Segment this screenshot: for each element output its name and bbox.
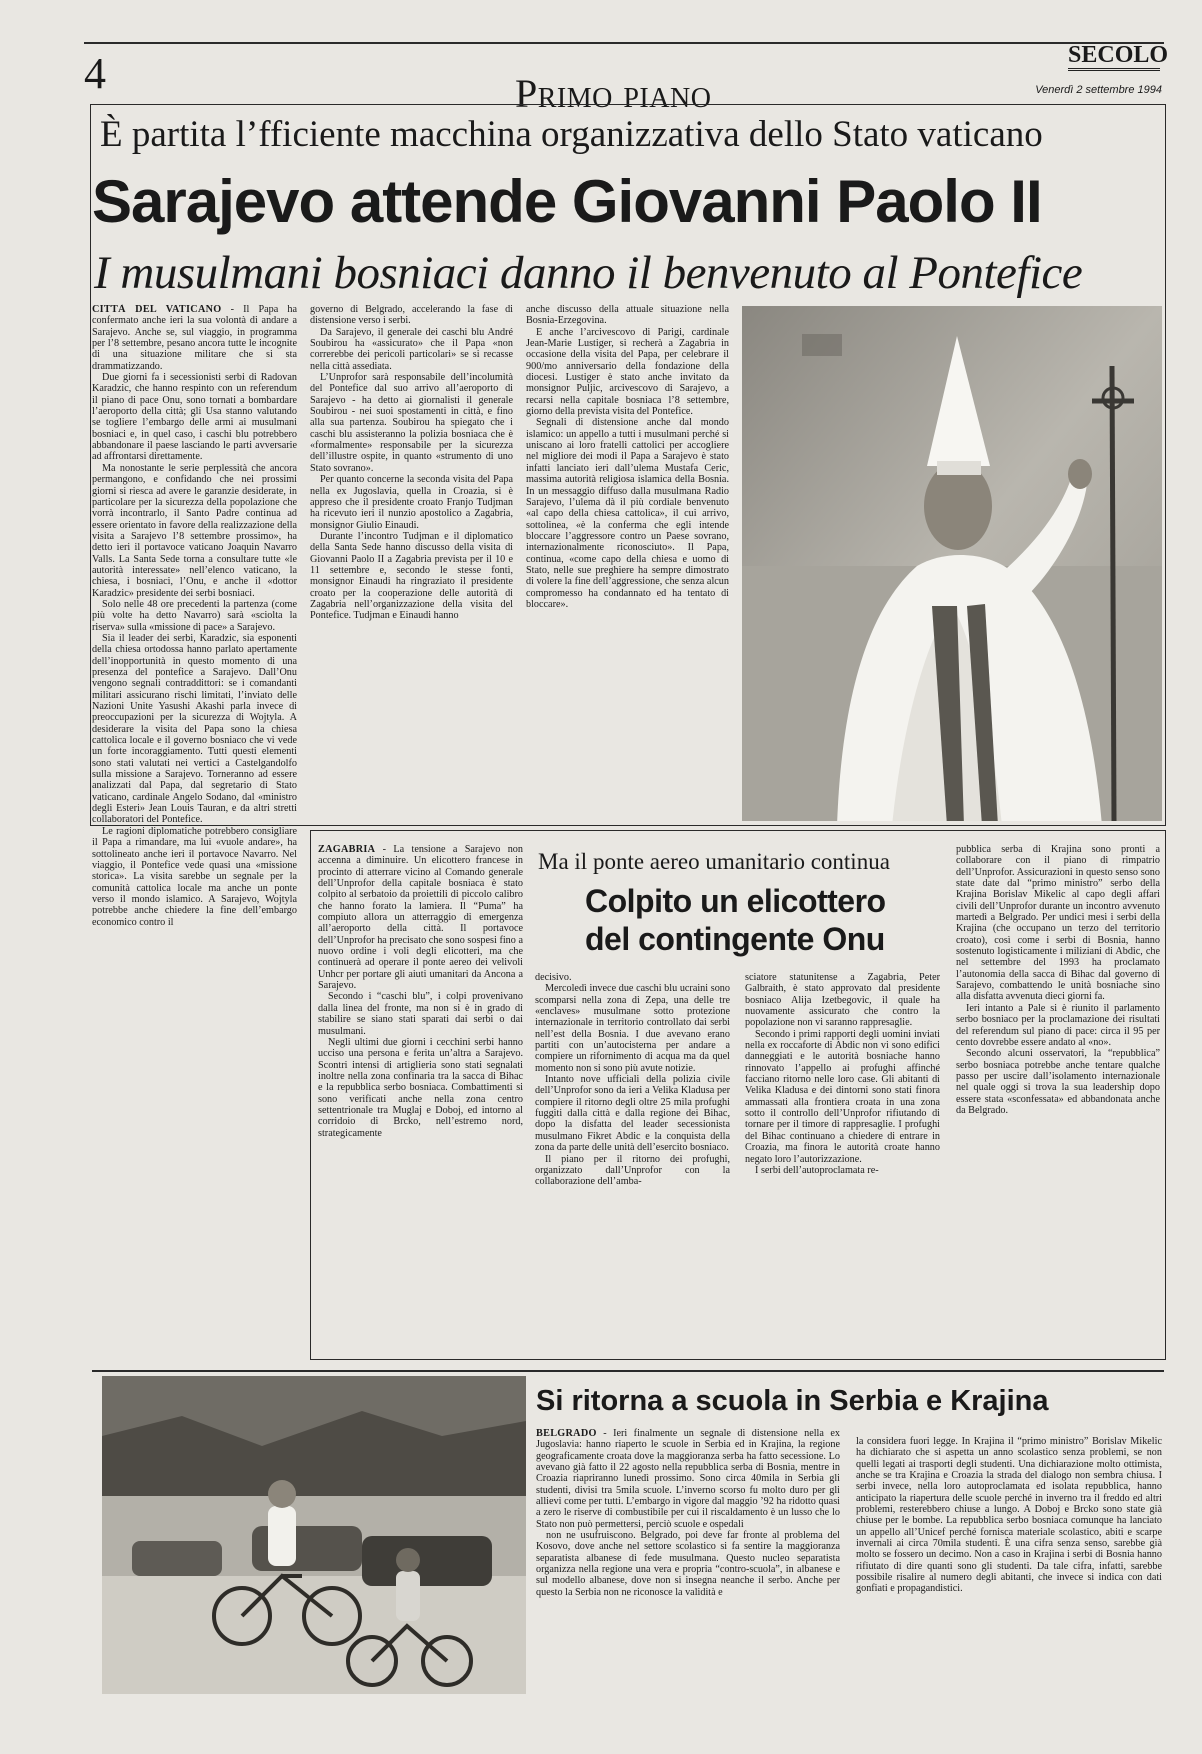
second-col3-p: sciatore statunitense a Zagabria, Peter Galbraith, è stato approvato dal presidente bosniaco Alija Izetbegovic, il quale ha nuovamente assicurato che contro la popolazione non vi saranno rappresaglie. — [745, 972, 940, 1029]
second-col4-p: Secondo alcuni osservatori, la “repubblica” serbo bosniaca potrebbe anche tentare qualche passo per uscire dall’isolamento internazionale nel quale oggi si trova la sua leadership dopo essere stata «sconfessata» ed abbandonata anche da Belgrado. — [956, 1048, 1160, 1116]
main-headline: Sarajevo attende Giovanni Paolo II — [92, 168, 1042, 235]
main-col2-p: governo di Belgrado, accelerando la fase di distensione verso i serbi. — [310, 304, 513, 327]
main-col1-p: Le ragioni diplomatiche potrebbero consigliare il Papa a rimandare, ma lui «vuole andare», ha sottolineato anche ieri il portavoce Navarro. Nel viaggio, il Pontefice vede quasi una «missione storica». La visita sarebbe un segnale per la comunità cattolica locale ma anche un ponte verso il mondo islamico. A Sarajevo, Wojtyla potrebbe anche chiedere la fine dell’embargo economico contro il — [92, 825, 297, 928]
third-headline: Si ritorna a scuola in Serbia e Krajina — [536, 1385, 1049, 1417]
second-column-4 — [956, 844, 1160, 1354]
main-col1-p: Due giorni fa i secessionisti serbi di Radovan Karadzic, che hanno respinto con un referendum il piano di pace Onu, sono tornati a bombardare l’aeroporto della città; gli Usa stanno valutando se togliere l’embargo delle armi ai musulmani bosniaci e, in quel caso, i caschi blu potrebbero abbandonare il paese lasciando le parti avversarie ad affrontarsi direttamente. — [92, 372, 297, 463]
school-photo — [102, 1376, 526, 1694]
main-kicker: È partita l’fficiente macchina organizzativa dello Stato vaticano — [100, 114, 1043, 155]
third-col1-p: - Ieri finalmente un segnale di distensione nella ex Jugoslavia: hanno riaperto le scuole in Serbia ed in Krajina, la regione geograficamente croata dove la maggioranza serba ha fatto secessione. Lo avevano già fatto il 22 agosto nella repubblica serba di Bosnia, mentre in Croazia riapriranno lunedì prossimo. Sono circa 40mila in Serbia gli studenti, divisi tra 5mila scuole. L’inverno scorso fu molto duro per gli allievi come per tutti. L’embargo in vigore dal maggio ’92 ha ridotto quasi a zero le riserve di combustibile per cui il riscaldamento è un lusso che lo Stato non può permettersi, perciò scuole e ospedali — [536, 1428, 840, 1530]
second-col2-p: Mercoledì invece due caschi blu ucraini sono scomparsi nella zona di Zepa, una delle tre «enclaves» musulmane sotto protezione internazionale in territorio controllato dai serbi nell’est della Bosnia. I due avevano erano partiti con un’autocisterna per andare a compiere un rifornimento di acqua ma da quel momento non si sono più avute notizie. — [535, 983, 730, 1074]
main-col3-p: Segnali di distensione anche dal mondo islamico: un appello a tutti i musulmani perché si uniscano ai loro fratelli cattolici per accogliere nel migliore dei modi il Papa a Sarajevo è stato infatti lanciato ieri dall’ulema Mustafa Ceric, massima autorità religiosa islamica della Bosnia. In un messaggio diffuso dalla musulmana Radio Sarajevo, l’ulema dà il più cordiale benvenuto «al capo della chiesa cattolica», il cui arrivo, sottolinea, «è la conferma che egli intende bloccare l’aggressore contro un Paese sovrano, internazionalmente riconosciuto». Il Papa, continua, «come capo della chiesa e uomo di Stato, nelle sue preghiere ha sempre dimostrato di volere la fine dell’aggressione, che senza alcun compromesso ha condannato ed ha tentato di bloccare». — [526, 417, 729, 610]
main-col1-p: Ma nonostante le serie perplessità che ancora permangono, e confidando che nei prossimi giorni si riesca ad avere le garanzie desiderate, in particolare per la sicurezza della popolazione che vorrà incontrarlo, il Santo Padre continua ad essere orientato in favore della realizzazione della visita a Sarajevo l’8 settembre prossimo», ha detto ieri il portavoce vaticano Joaquin Navarro Valls. La Santa Sede torna a consultare tutte «le autorità interessate» nell’elenco vaticano, la chiesa, i bosniaci, l’Onu, e anche il «dottor Karadzic» presidente dei serbi bosniaci. — [92, 462, 297, 599]
main-col3-p: E anche l’arcivescovo di Parigi, cardinale Jean-Marie Lustiger, si recherà a Zagabria in occasione della visita del Papa, per celebrare il 900/mo anniversario della fondazione della diocesi. Lustiger è stato anche invitato da monsignor Puljic, arcivescovo di Sarajevo, a recarsi nella capitale bosniaca l’8 settembre, giorno della prevista visita del Pontefice. — [526, 326, 729, 418]
main-col3-p: anche discusso della attuale situazione nella Bosnia-Erzegovina. — [526, 304, 729, 327]
second-col1-p: Secondo i “caschi blu”, i colpi provenivano dalla linea del fronte, ma non si è in grado di stabilire se siano stati sparati dai serbi o dai musulmani. — [318, 991, 523, 1037]
main-col1-p: Sia il leader dei serbi, Karadzic, sia esponenti della chiesa ortodossa hanno parlato apertamente dell’inopportunità in questo momento di una presenza del pontefice a Sarajevo. Dall’Onu vengono segnali contraddittori: se i comandanti militari assicurano rischi limitati, l’inviato delle Nazioni Unite Yasushi Akashi parla invece di preoccupazioni per la sicurezza di Wojtyla. A desiderare la visita del Papa sono la chiesa cattolica locale e il governo bosniaco che vi vede un forte incoraggiamento. Tutti questi elementi sono stati valutati nei vertici a Castelgandolfo sulla missione a Sarajevo. Torneranno ad essere analizzati dal Papa, dal segretario di Stato vaticano, cardinale Angelo Sodano, dal «ministro degli Esteri» Jean Louis Tauran, e da altri stretti collaboratori del Pontefice. — [92, 632, 297, 826]
second-col1-p: - La tensione a Sarajevo non accenna a diminuire. Un elicottero francese in procinto di atterrare vicino al Comando generale dell’Unprofor della capitale bosniaca è stato colpito al serbatoio da proiettili di piccolo calibro che hanno forato la lamiera. Il “Puma” ha compiuto allora un atterraggio di emergenza all’aeroporto della città. Il portavoce dell’Unprofor ha precisato che sono sospesi fino a nuovo ordine i voli degli elicotteri, ma che continuerà ad operare il ponte aereo dei velivoli Unhcr per portare gli aiuti umanitari da Ancona a Sarajevo. — [318, 844, 523, 992]
second-col2-p: decisivo. — [535, 972, 572, 983]
second-col2-p: Il piano per il ritorno dei profughi, organizzato dall’Unprofor con la collaborazione dell’amba- — [535, 1153, 730, 1188]
main-subheadline: I musulmani bosniaci danno il benvenuto al Pontefice — [94, 247, 1083, 299]
second-kicker: Ma il ponte aereo umanitario continua — [538, 849, 890, 874]
main-col1-p: Solo nelle 48 ore precedenti la partenza (come più volte ha detto Navarro) sarà «sciolta la riserva» sulla «missione di pace» a Sarajevo. — [92, 598, 297, 633]
main-col1-p: - Il Papa ha confermato anche ieri la sua volontà di andare a Sarajevo. Anche se, sul viaggio, in programma per l’8 settembre, pesano ancora tutte le incognite di una situazione militare che si sta drammatizzando. — [92, 304, 297, 372]
main-col2-p: Da Sarajevo, il generale dei caschi blu André Soubirou ha «assicurato» che il Papa «non correrebbe dei pericoli particolari» se si recasse nella città assediata. — [310, 326, 513, 372]
third-col1-p: non ne usufruiscono. Belgrado, poi deve far fronte al problema del Kosovo, dove anche nel settore scolastico si fa sentire la maggioranza separatista albanese di fede musulmana. Questo nucleo separatista organizza nella regione una vera e propria “contro-scuola”, in albanese e sul modello albanese, dove non si insegna neanche il serbo. Anche per questo la Serbia non ne riconosce la validità e — [536, 1530, 840, 1598]
main-column-1 — [92, 304, 297, 1351]
page-number: 4 — [84, 49, 106, 98]
main-col2-p: L’Unprofor sarà responsabile dell’incolumità del Pontefice dal suo arrivo all’aeroporto di Sarajevo - ha detto ai giornalisti il generale Soubirou - nei suoi spostamenti in città, e fino alla sua partenza. Soubirou ha spiegato che i caschi blu assisteranno la polizia bosniaca che è «formalmente» responsabile per la sicurezza dell’illustre ospite, in quanto «strumento di uno Stato sovrano». — [310, 372, 513, 474]
issue-date: Venerdì 2 settembre 1994 — [1035, 84, 1162, 96]
second-col3-p: Secondo i primi rapporti degli uomini inviati nella ex roccaforte di Abdic non vi sono edifici danneggiati e le autorità bosniache hanno rinnovato l’appello ai profughi affinché facciano ritorno nelle loro case. Gli abitanti di Velika Kladusa e dei dintorni sono stati finora ammassati alla frontiera croata in una zona sotto il controllo dell’Unprofor rifiutando di tornare per il timore di rappresaglie. I profughi del Bihac continuano a chiedere di entrare in Croazia, ma finora le autorità croate hanno negato loro l’autorizzazione. — [745, 1028, 940, 1165]
section-title: Primo piano — [515, 71, 712, 116]
second-dateline: ZAGABRIA — [318, 844, 376, 855]
school-children-illustration — [102, 1376, 526, 1694]
second-headline: Colpito un elicottero del contingente Onu — [585, 883, 886, 957]
masthead-logo: SECOLO — [1068, 42, 1160, 71]
third-column-2 — [856, 1436, 1162, 1748]
second-col3-p: I serbi dell’autoproclamata re- — [755, 1164, 879, 1176]
second-col4-p: pubblica serba di Krajina sono pronti a collaborare con il piano di rimpatrio dell’Unprofor. Assicurazioni in questo senso sono state date dal “primo ministro” serbo della Krajina Borislav Mikelic al capo degli affari civili dell’Unprofor durante un incontro avvenuto martedì a Belgrado. Per undici mesi i serbi della Krajina (che occupano un terzo del territorio croato), così come i serbi di Bosnia, hanno sostenuto logisticamente i miliziani di Abdic, che nel settembre del 1993 ha proclamato l’autonomia della sacca di Bihac dal governo di Sarajevo, combattendo le unità bosniache sino alla disfatta avvenuta dieci giorni fa. — [956, 844, 1160, 1003]
second-column-1 — [318, 844, 523, 1352]
pope-photo — [742, 306, 1162, 821]
main-dateline: CITTÀ DEL VATICANO — [92, 304, 222, 315]
main-column-2 — [310, 304, 513, 818]
second-column-3 — [745, 972, 940, 1352]
main-col2-p: Per quanto concerne la seconda visita del Papa nella ex Jugoslavia, quella in Croazia, si è appreso che il presidente croato Franjo Tudjman ha ricevuto ieri il nunzio apostolico a Zagabria, monsignor Giulio Einaudi. — [310, 474, 513, 531]
third-column-1 — [536, 1428, 840, 1746]
pope-illustration — [742, 306, 1162, 821]
top-rule — [84, 42, 1164, 44]
second-col4-p: Ieri intanto a Pale si è riunito il parlamento serbo bosniaco per la proclamazione dei risultati del referendum sul piano di pace: circa il 95 per cento dovrebbe essere andato al «no». — [956, 1002, 1160, 1048]
main-col2-p: Durante l’incontro Tudjman e il diplomatico della Santa Sede hanno discusso della visita di Giovanni Paolo II a Zagabria prevista per il 10 e 11 settembre e, secondo le stesse fonti, monsignor Einaudi ha ringraziato il presidente croato per la cooperazione delle autorità di Zagabria nell’organizzazione della visita del Pontefice. Tudjman e Einaudi hanno — [310, 530, 513, 622]
third-dateline: BELGRADO — [536, 1428, 597, 1439]
second-col2-p: Intanto nove ufficiali della polizia civile dell’Unprofor sono da ieri a Velika Kladusa per compiere il ritorno degli oltre 25 mila profughi fuggiti dalla città e dalla regione dei Bihac, dopo la disfatta del leader secessionista musulmano Fikret Abdic e la conquista della zona da parte delle unità dell’esercito bosniaco. — [535, 1074, 730, 1154]
main-column-3 — [526, 304, 729, 818]
third-col2-p: la considera fuori legge. In Krajina il “primo ministro” Borislav Mikelic ha dichiarato che si aspetta un anno scolastico senza problemi, se non quelli legati ai trasporti degli studenti. Una dichiarazione molto ottimista, anche se tra Krajina e Croazia la strada del dialogo non sembra chiusa. I serbi invece, nella loro autoproclamata ed isolata repubblica, hanno anticipato la riapertura delle scuole perché in inverno tra il freddo ed altri problemi, resterebbero chiuse a lungo. A Doboj e Brcko sono state già chiuse per le bombe. La repubblica serbo bosniaca comunque ha lanciato un appello all’Unicef perché fornisca materiale scolastico, abiti e scarpe invernali ai circa 70mila studenti. È una cifra senza senso, sarebbe già molto se fossero un decimo. Non a caso in Krajina i serbi di Bosnia hanno rifiutato di dire quanti sono gli studenti. Da tale cifra, infatti, sarebbe possibile risalire al numero degli abitanti, che invece si indica con dati gonfiati e propagandistici. — [856, 1436, 1162, 1595]
third-story-rule — [92, 1370, 1164, 1372]
second-col1-p: Negli ultimi due giorni i cecchini serbi hanno ucciso una persona e ferita un’altra a Sarajevo. Scontri intensi di artiglieria sono stati segnalati inoltre nella zona confinaria tra la sacca di Bihac e la repubblica serbo bosniaca. Combattimenti si sono verificati anche nella zona centro settentrionale tra Muglaj e Doboj, ed intorno al corridoio di Brcko, nell’estremo nord, strategicamente — [318, 1036, 523, 1139]
second-column-2 — [535, 972, 730, 1352]
